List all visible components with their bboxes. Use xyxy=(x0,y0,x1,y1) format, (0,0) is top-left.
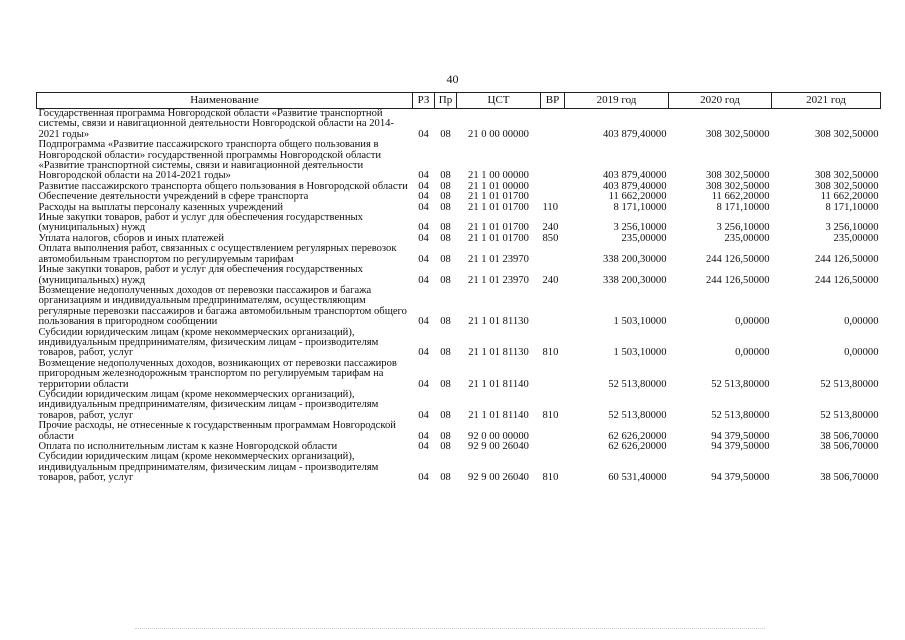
header-2019: 2019 год xyxy=(565,93,669,109)
row-cst: 21 1 01 01700 xyxy=(468,232,529,244)
row-pr: 08 xyxy=(440,191,451,203)
row-pr: 08 xyxy=(440,232,451,244)
scan-artifact-line xyxy=(135,628,765,631)
row-value-2019: 8 171,10000 xyxy=(613,201,667,213)
row-rz: 04 xyxy=(418,191,429,203)
row-pr: 08 xyxy=(440,201,451,213)
row-rz: 04 xyxy=(418,253,429,265)
row-name: Оплата выполнения работ, связанных с осуществлением регулярных перевозок автомобильным транспортом по регулируемым тарифам xyxy=(38,243,397,265)
header-vr: ВР xyxy=(541,93,565,109)
row-rz: 04 xyxy=(418,170,429,182)
row-value-2021: 308 302,50000 xyxy=(814,170,879,182)
row-pr: 08 xyxy=(440,222,451,234)
table-row xyxy=(37,359,881,390)
table-row xyxy=(37,213,881,234)
row-vr: 850 xyxy=(542,232,559,244)
row-vr xyxy=(541,140,565,182)
header-pr: Пр xyxy=(435,93,457,109)
table-row xyxy=(37,286,881,328)
row-name: Подпрограмма «Развитие пассажирского транспорта общего пользования в Новгородской области» государственной программы Новгородской области «Развитие транспортной системы, связи и навигационной деятельности Новгородской области на 2014-2021 годы» xyxy=(38,139,382,182)
row-value-2020: 0,00000 xyxy=(735,347,770,359)
row-name: Возмещение недополученных доходов от перевозки пассажиров и багажа организациям и индивидуальным предпринимателям, осуществляющим регулярные перевозки пассажиров и багажа автомобильным транспортом общего пользования в пригородном сообщении xyxy=(38,284,407,328)
row-value-2019: 52 513,80000 xyxy=(608,409,667,421)
row-value-2020: 94 379,50000 xyxy=(711,472,770,484)
row-name: Государственная программа Новгородской области «Развитие транспортной системы, связи и навигационной деятельности Новгородской области на 2014-2021 годы» xyxy=(38,108,394,140)
row-value-2021: 3 256,10000 xyxy=(825,222,879,234)
row-value-2020: 244 126,50000 xyxy=(705,253,770,265)
row-name: Возмещение недополученных доходов, возникающих от перевозки пассажиров пригородным железнодорожным транспортом по регулируемым тарифам на территории области xyxy=(38,357,397,390)
row-name: Иные закупки товаров, работ и услуг для обеспечения государственных (муниципальных) нужд xyxy=(38,264,363,286)
row-name: Расходы на выплаты персоналу казенных учреждений xyxy=(38,201,283,213)
row-vr xyxy=(541,359,565,390)
row-rz: 04 xyxy=(418,409,429,421)
row-value-2020: 8 171,10000 xyxy=(716,201,770,213)
row-value-2021: 308 302,50000 xyxy=(814,180,879,192)
row-cst: 21 1 00 00000 xyxy=(468,170,529,182)
table-row xyxy=(37,244,881,265)
table-row xyxy=(37,390,881,421)
row-cst: 21 1 01 01700 xyxy=(468,201,529,213)
table-row xyxy=(37,109,881,141)
row-rz: 04 xyxy=(418,128,429,140)
table-row xyxy=(37,140,881,182)
table-row xyxy=(37,452,881,483)
row-pr: 08 xyxy=(440,378,451,390)
row-pr: 08 xyxy=(440,441,451,452)
row-rz: 04 xyxy=(418,430,429,442)
row-name: Оплата по исполнительным листам к казне Новгородской области xyxy=(38,441,338,452)
row-rz: 04 xyxy=(418,441,429,452)
row-cst: 21 1 01 00000 xyxy=(468,180,529,192)
row-pr: 08 xyxy=(440,347,451,359)
row-vr: 240 xyxy=(542,274,559,286)
row-rz: 04 xyxy=(418,347,429,359)
header-name: Наименование xyxy=(37,93,413,109)
row-name: Субсидии юридическим лицам (кроме некоммерческих организаций), индивидуальным предпринимателям, физическим лицам - производителям товаров, работ, услуг xyxy=(38,388,379,421)
row-value-2019: 403 879,40000 xyxy=(602,128,667,140)
row-rz: 04 xyxy=(418,222,429,234)
row-value-2021: 308 302,50000 xyxy=(814,128,879,140)
row-value-2020: 11 662,20000 xyxy=(711,191,770,203)
row-cst: 21 0 00 00000 xyxy=(468,128,529,140)
row-value-2021: 244 126,50000 xyxy=(814,274,879,286)
row-value-2019: 60 531,40000 xyxy=(608,472,667,484)
row-vr: 240 xyxy=(542,222,559,234)
row-value-2019: 235,00000 xyxy=(621,232,667,244)
row-value-2021: 8 171,10000 xyxy=(825,201,879,213)
row-value-2021: 38 506,70000 xyxy=(820,472,879,484)
header-rz: РЗ xyxy=(413,93,435,109)
row-cst: 21 1 01 81130 xyxy=(468,316,529,328)
table-row xyxy=(37,265,881,286)
row-value-2019: 338 200,30000 xyxy=(602,253,667,265)
row-name: Субсидии юридическим лицам (кроме некоммерческих организаций), индивидуальным предпринимателям, физическим лицам - производителям товаров, работ, услуг xyxy=(38,451,379,484)
row-vr xyxy=(541,182,565,192)
row-vr xyxy=(541,442,565,452)
row-value-2020: 0,00000 xyxy=(735,316,770,328)
row-rz: 04 xyxy=(418,378,429,390)
table-header-row xyxy=(37,93,881,109)
row-pr: 08 xyxy=(440,274,451,286)
row-rz: 04 xyxy=(418,201,429,213)
row-vr: 810 xyxy=(542,472,559,484)
row-vr xyxy=(541,109,565,141)
row-cst: 21 1 01 81140 xyxy=(468,378,529,390)
row-value-2021: 244 126,50000 xyxy=(814,253,879,265)
row-value-2020: 3 256,10000 xyxy=(716,222,770,234)
row-value-2021: 52 513,80000 xyxy=(820,378,879,390)
row-value-2021: 11 662,20000 xyxy=(820,191,879,203)
row-vr: 110 xyxy=(542,201,558,213)
page-number: 40 xyxy=(446,72,459,86)
row-pr: 08 xyxy=(440,316,451,328)
row-value-2019: 62 626,20000 xyxy=(608,430,667,442)
row-rz: 04 xyxy=(418,232,429,244)
row-vr: 810 xyxy=(542,347,559,359)
budget-table xyxy=(36,92,881,484)
row-value-2019: 338 200,30000 xyxy=(602,274,667,286)
row-value-2019: 62 626,20000 xyxy=(608,441,667,452)
row-pr: 08 xyxy=(440,253,451,265)
row-pr: 08 xyxy=(440,409,451,421)
row-name: Прочие расходы, не отнесенные к государственным программам Новгородской области xyxy=(38,420,396,442)
row-value-2019: 1 503,10000 xyxy=(613,347,667,359)
row-name: Развитие пассажирского транспорта общего пользования в Новгородской области xyxy=(38,180,408,192)
row-value-2020: 52 513,80000 xyxy=(711,378,770,390)
row-value-2021: 52 513,80000 xyxy=(820,409,879,421)
row-value-2020: 308 302,50000 xyxy=(705,170,770,182)
row-pr: 08 xyxy=(440,430,451,442)
row-value-2020: 94 379,50000 xyxy=(711,441,770,452)
row-value-2020: 235,00000 xyxy=(724,232,770,244)
row-cst: 92 9 00 26040 xyxy=(468,441,529,452)
row-value-2019: 52 513,80000 xyxy=(608,378,667,390)
row-cst: 21 1 01 01700 xyxy=(468,191,529,203)
row-value-2021: 235,00000 xyxy=(833,232,879,244)
row-rz: 04 xyxy=(418,180,429,192)
header-2020: 2020 год xyxy=(669,93,772,109)
row-cst: 21 1 01 81140 xyxy=(468,409,529,421)
row-name: Обеспечение деятельности учреждений в сфере транспорта xyxy=(38,191,309,203)
row-value-2019: 3 256,10000 xyxy=(613,222,667,234)
header-cst: ЦСТ xyxy=(457,93,541,109)
table-row xyxy=(37,421,881,442)
row-value-2020: 244 126,50000 xyxy=(705,274,770,286)
table-row xyxy=(37,328,881,359)
row-value-2021: 38 506,70000 xyxy=(820,441,879,452)
row-value-2021: 38 506,70000 xyxy=(820,430,879,442)
row-value-2020: 94 379,50000 xyxy=(711,430,770,442)
row-value-2019: 11 662,20000 xyxy=(608,191,667,203)
row-cst: 21 1 01 23970 xyxy=(468,274,529,286)
row-value-2019: 403 879,40000 xyxy=(602,180,667,192)
row-name: Уплата налогов, сборов и иных платежей xyxy=(38,232,225,244)
row-rz: 04 xyxy=(418,274,429,286)
row-pr: 08 xyxy=(440,170,451,182)
header-2021: 2021 год xyxy=(772,93,881,109)
row-vr xyxy=(541,244,565,265)
row-cst: 92 0 00 00000 xyxy=(468,430,529,442)
row-pr: 08 xyxy=(440,180,451,192)
row-value-2021: 0,00000 xyxy=(844,316,879,328)
row-cst: 21 1 01 81130 xyxy=(468,347,529,359)
row-cst: 92 9 00 26040 xyxy=(468,472,529,484)
row-vr xyxy=(541,286,565,328)
row-cst: 21 1 01 23970 xyxy=(468,253,529,265)
row-value-2020: 308 302,50000 xyxy=(705,180,770,192)
row-value-2019: 403 879,40000 xyxy=(602,170,667,182)
row-pr: 08 xyxy=(440,472,451,484)
row-name: Иные закупки товаров, работ и услуг для обеспечения государственных (муниципальных) нужд xyxy=(38,212,363,234)
row-cst: 21 1 01 01700 xyxy=(468,222,529,234)
row-vr xyxy=(541,421,565,442)
row-value-2020: 52 513,80000 xyxy=(711,409,770,421)
row-pr: 08 xyxy=(440,128,451,140)
row-value-2020: 308 302,50000 xyxy=(705,128,770,140)
row-rz: 04 xyxy=(418,316,429,328)
row-value-2021: 0,00000 xyxy=(844,347,879,359)
row-rz: 04 xyxy=(418,472,429,484)
row-vr: 810 xyxy=(542,409,559,421)
row-name: Субсидии юридическим лицам (кроме некоммерческих организаций), индивидуальным предпринимателям, физическим лицам - производителям товаров, работ, услуг xyxy=(38,326,379,359)
row-value-2019: 1 503,10000 xyxy=(613,316,667,328)
